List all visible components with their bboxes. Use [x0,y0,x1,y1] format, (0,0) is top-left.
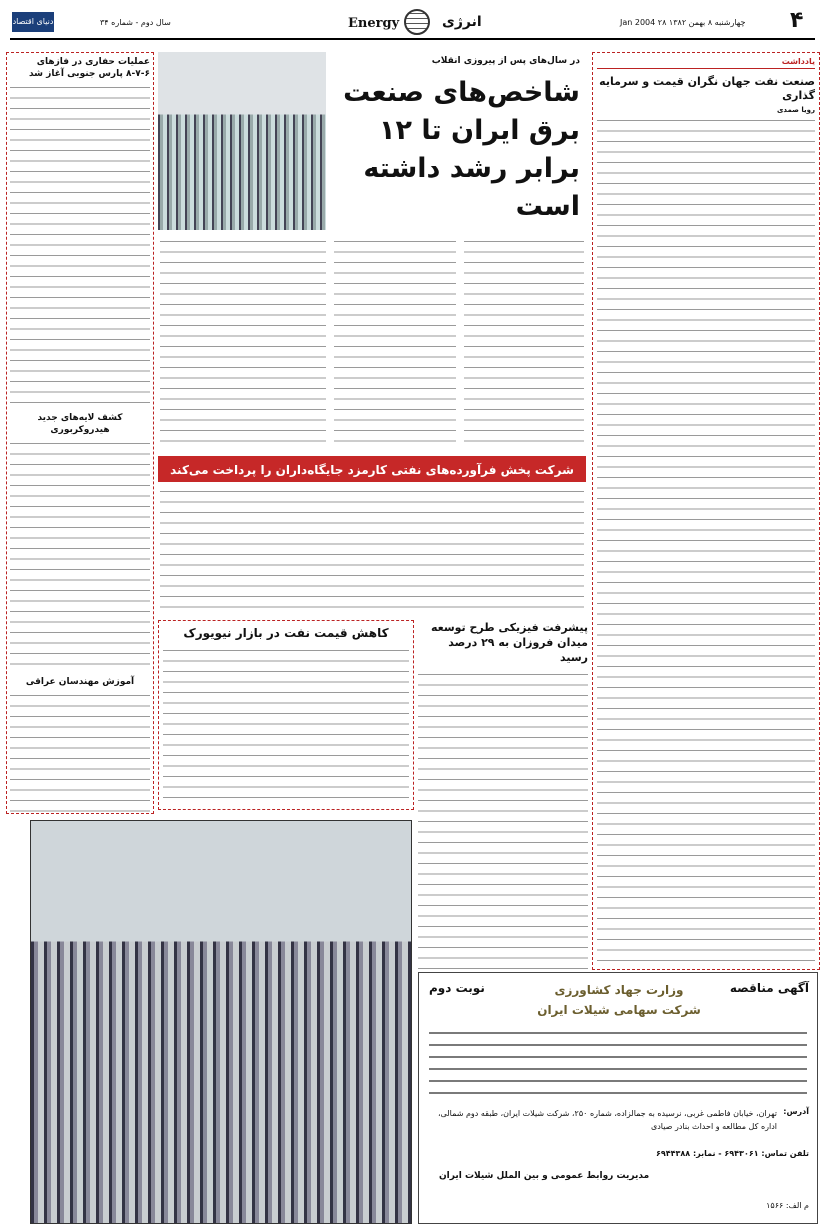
left-title-3: آموزش مهندسان عراقی [25,677,135,687]
ad-company: شرکت سهامی شیلات ایران [537,1003,701,1017]
ad-address: تهران، خیابان فاطمی غربی، نرسیده به جمالزاده، شماره ۲۵۰، شرکت شیلات ایران، طبقه دوم شمالی، اداره کل مطالعه و احداث بنادر صیادی [437,1109,777,1131]
section-en: Energy [348,16,400,31]
substation-photo [30,820,412,1224]
story-a [418,620,588,968]
left-column-box [6,52,154,814]
story-b-title: کاهش قیمت نفت در بازار نیویورک [183,626,389,640]
page-number: ۴ [790,8,804,33]
right-body [597,117,815,967]
banner-body [160,488,584,614]
logo-text: دنیای اقتصاد [12,17,54,26]
right-kicker: یادداشت [597,57,815,69]
right-author: رویا صمدی [777,106,815,114]
story-a-body [418,671,588,971]
globe-icon [404,9,430,35]
header-bar [10,8,815,42]
ad-footer: مدیریت روابط عمومی و بین الملل شیلات ایران [439,1171,650,1181]
main-body-2 [160,238,326,448]
ad-code: م الف: ۱۵۶۶ [766,1201,809,1210]
right-column-box [592,52,820,970]
ad-phone: تلفن تماس: ۶۹۴۳۰۶۱ - نمابر: ۶۹۴۴۳۸۸ [655,1149,809,1158]
left-body-3 [10,692,150,812]
banner-text: شرکت پخش فرآورده‌های نفتی کارمزد جایگاه‌داران را پرداخت می‌کند [170,463,574,477]
story-b-box [158,620,414,810]
issue-info: سال دوم - شماره ۳۴ [100,18,171,27]
ad-type: آگهی مناقصه [729,981,809,995]
ad-round: نوبت دوم [429,981,485,995]
ad-ministry: وزارت جهاد کشاورزی [554,983,684,997]
right-title: صنعت نفت جهان نگران قیمت و سرمایه گذاری [599,75,815,102]
tender-ad [418,972,818,1224]
header-rule [10,38,815,40]
left-body-1 [10,84,150,404]
left-title-2: کشف لایه‌های جدید هیدروکربوری [37,413,123,435]
logo [12,12,54,32]
date: چهارشنبه ۸ بهمن ۱۳۸۲ ۲۸ Jan 2004 [620,18,746,27]
main-body-1 [334,238,456,448]
story-a-title: پیشرفت فیزیکی طرح توسعه میدان فروزان به ۲۹ درصد رسید [430,621,588,664]
main-body-3 [464,238,584,448]
main-story [158,52,586,452]
left-title-1: عملیات حفاری در فازهای ۶-۷-۸ پارس جنوبی آغاز شد [28,57,150,79]
main-kicker: در سال‌های پس از پیروزی انقلاب [431,56,580,66]
story-b-body [163,647,409,807]
ad-address-label: آدرس: [783,1107,809,1116]
banner [158,456,586,482]
main-headline: شاخص‌های صنعت برق ایران تا ۱۲ برابر رشد داشته است [343,77,580,222]
ad-body [429,1029,807,1099]
section-fa: انرژی [442,14,482,30]
left-body-2 [10,440,150,670]
main-photo [158,52,326,230]
